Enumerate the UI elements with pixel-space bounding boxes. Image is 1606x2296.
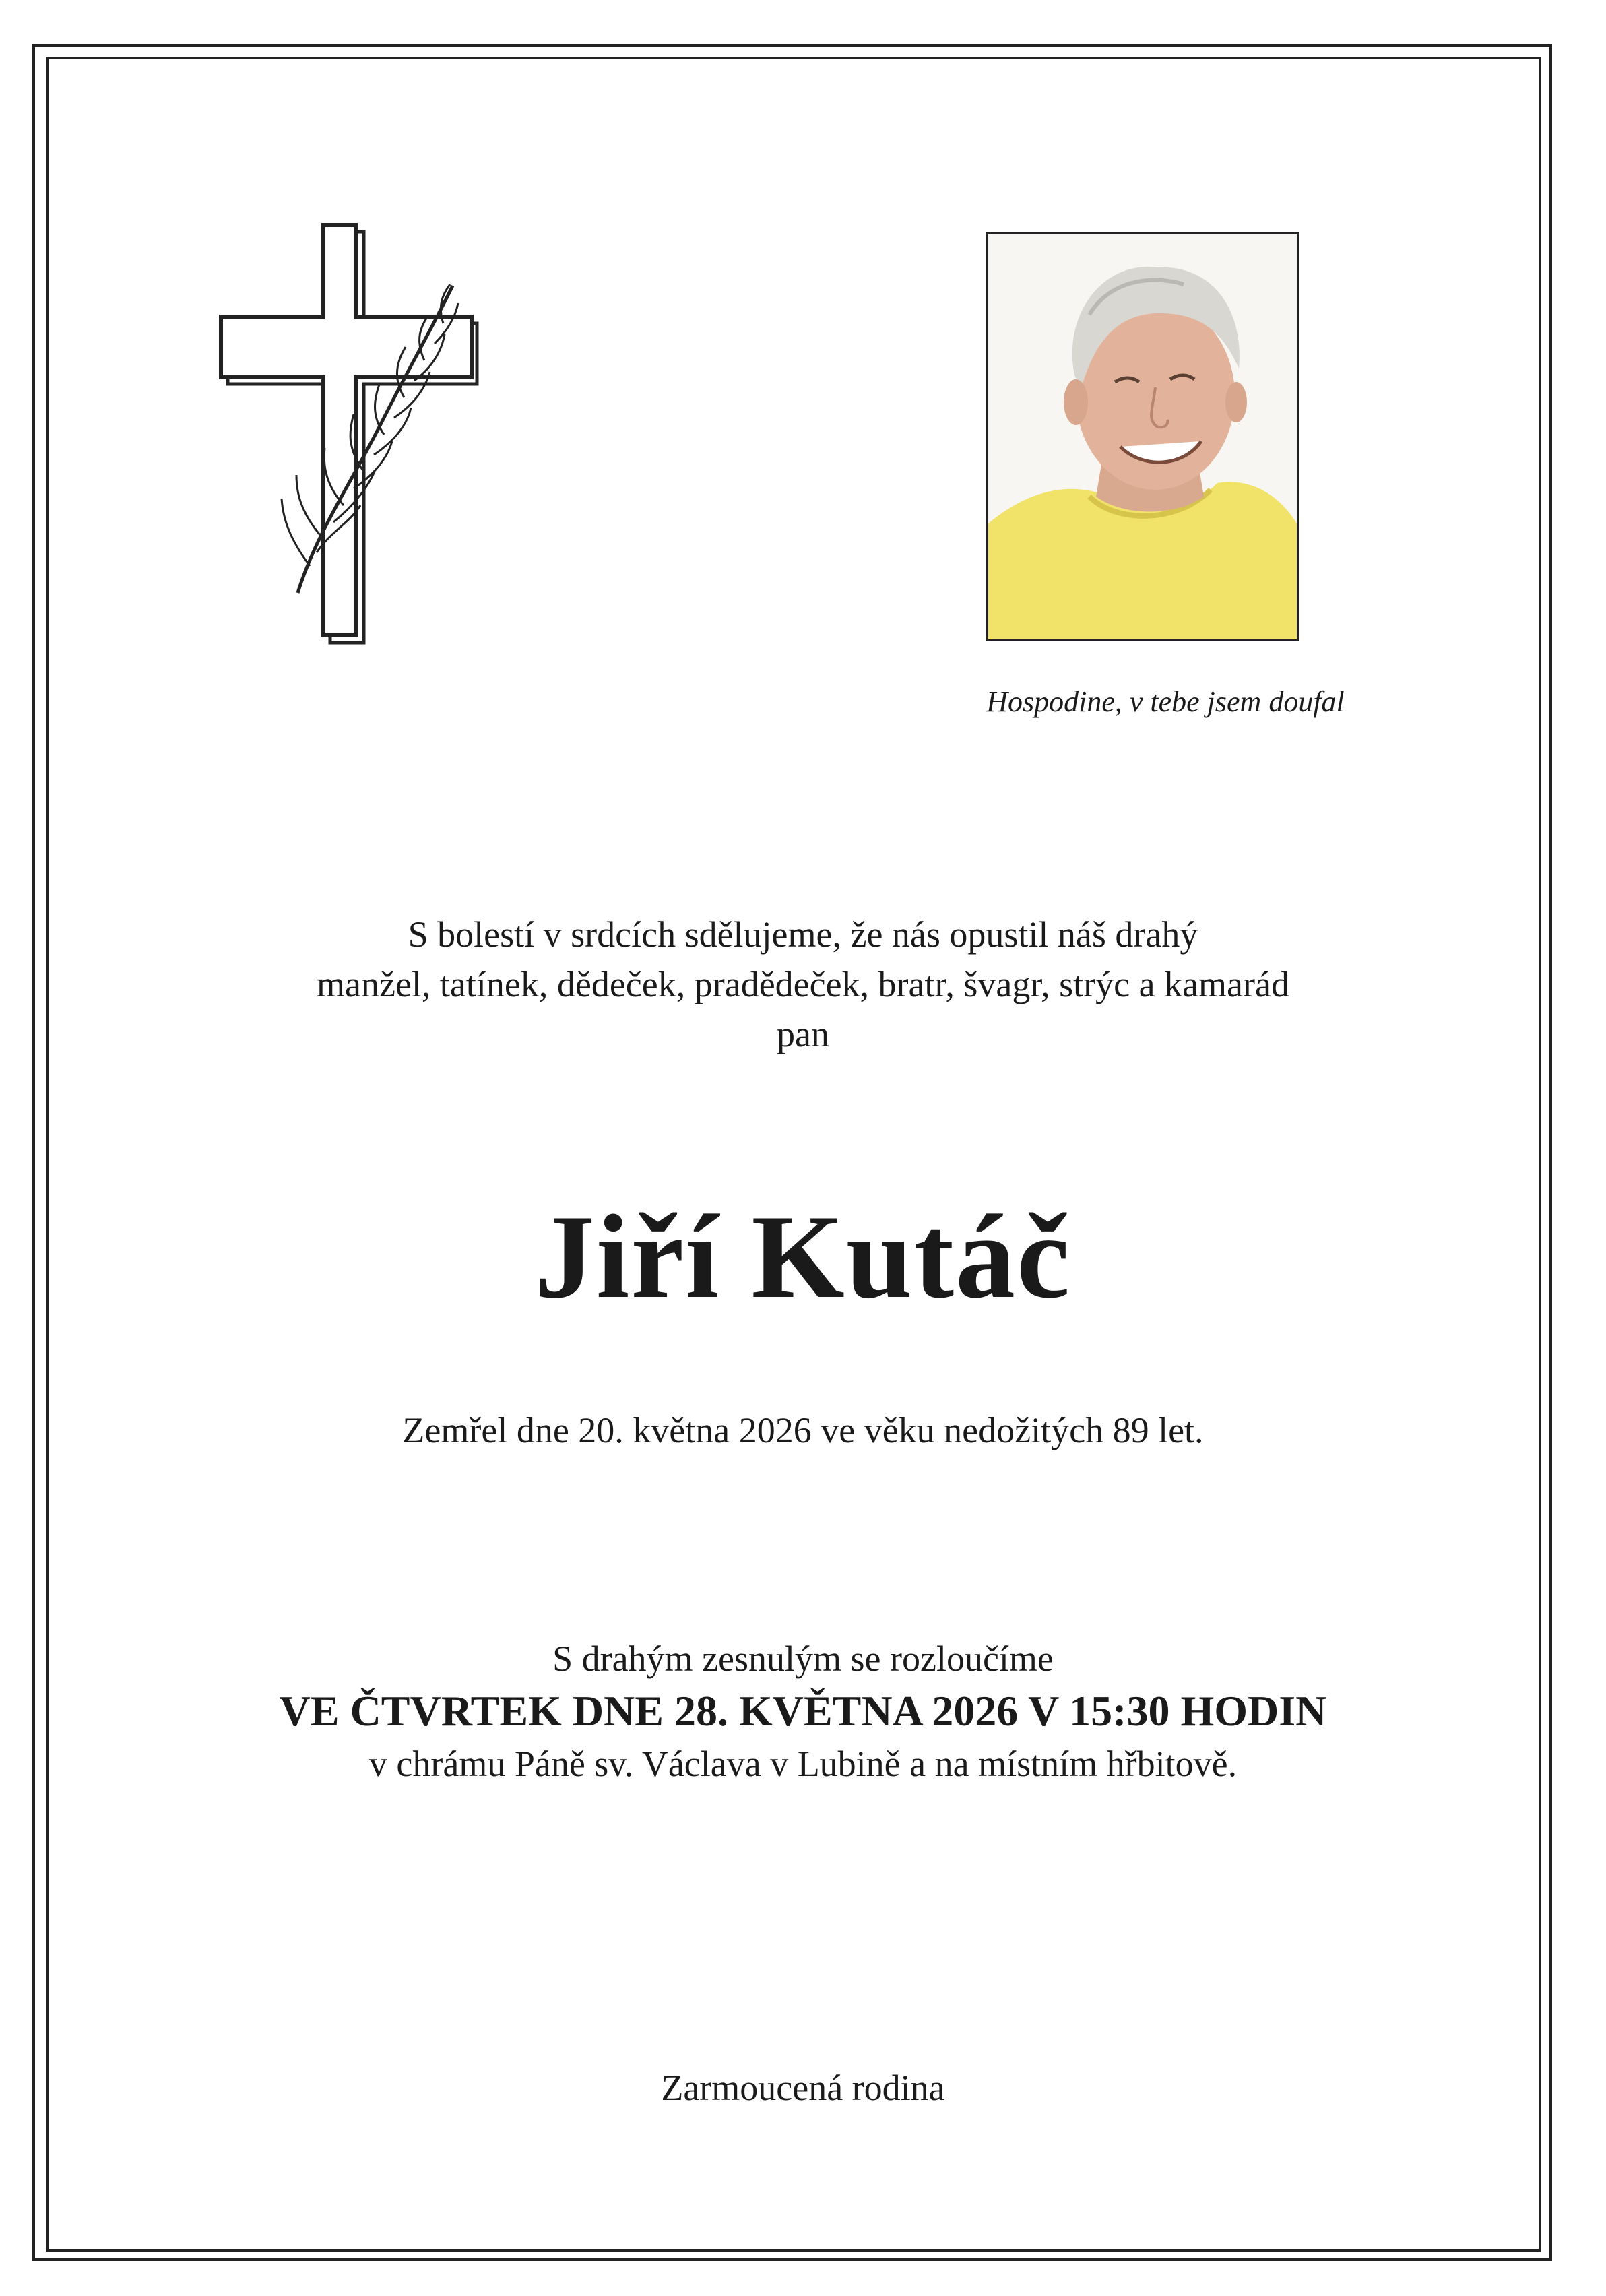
signature: Zarmoucená rodina [661,2068,945,2108]
intro-line: pan [777,1014,829,1054]
intro-line: manžel, tatínek, dědeček, pradědeček, bratr, švagr, strýc a kamarád [317,964,1289,1004]
motto: Hospodine, v tebe jsem doufal [986,685,1345,718]
farewell-line: S drahým zesnulým se rozloučíme [552,1638,1054,1679]
farewell-announcement [135,1633,1471,1789]
farewell-date-time: VE ČTVRTEK DNE 28. KVĚTNA 2026 V 15:30 HODIN [279,1687,1327,1735]
death-notice: Zemřel dne 20. května 2026 ve věku nedožitých 89 let. [402,1410,1204,1450]
announcement-intro [202,910,1404,1059]
portrait-photo [986,232,1299,641]
cross-icon [216,216,499,653]
intro-line: S bolestí v srdcích sdělujeme, že nás opustil náš drahý [408,914,1198,955]
deceased-name: Jiří Kutáč [534,1190,1072,1323]
farewell-location: v chrámu Páně sv. Václava v Lubině a na místním hřbitově. [368,1744,1238,1784]
